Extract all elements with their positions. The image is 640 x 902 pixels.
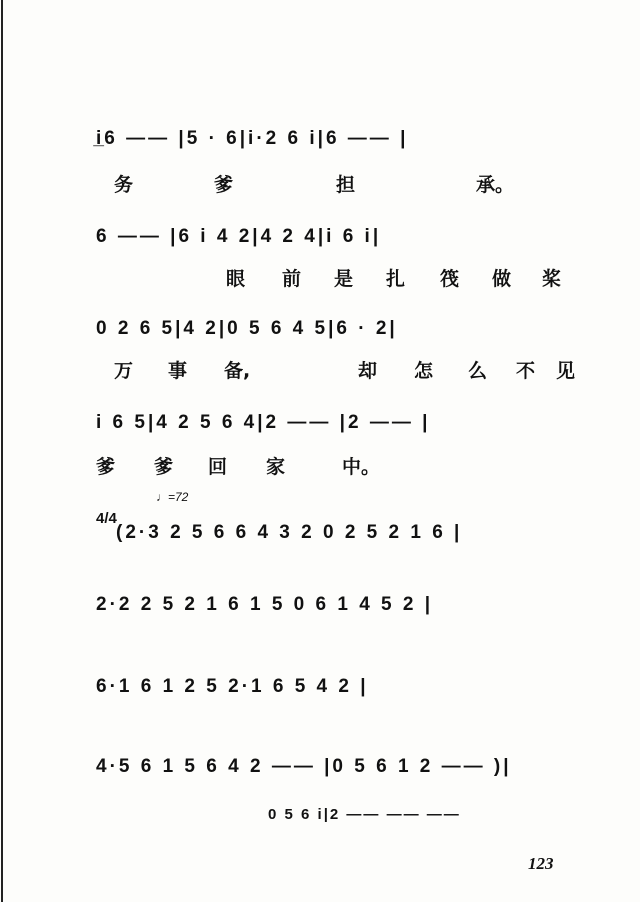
notation-line-1 [96,128,585,158]
lyric-char: 万 [114,360,134,382]
notation-line-6-text: 2·2 2 5 2 1 6 1 5 0 6 1 4 5 2 | [96,594,434,615]
notation-line-7-text: 6·1 6 1 2 5 2·1 6 5 4 2 | [96,676,369,697]
lyric-char: 眼 [226,268,246,290]
lyric-char: 爹 [154,456,174,478]
small-staff-notation: 0 5 6 i|2 —— —— —— [268,806,461,823]
lyric-char: 扎 [386,268,406,290]
lyric-char: 不 [516,360,536,382]
lyric-char: 承。 [476,174,515,196]
lyric-char: 务 [114,174,134,196]
notation-line-2-text: 6 —— |6 i 4 2|4 2 4|i 6 i| [96,226,382,247]
notation-line-3-text: 0 2 6 5|4 2|0 5 6 4 5|6 · 2| [96,318,398,339]
notation-line-2 [96,226,585,256]
notation-line-3 [96,318,585,348]
notation-line-5-text: (2·3 2 5 6 6 4 3 2 0 2 5 2 1 6 | [116,522,463,543]
tempo-mark: ♩=72 [156,490,189,504]
lyric-line-4 [96,452,585,482]
lyric-char: 爹 [214,174,234,196]
notation-line-7 [96,676,585,706]
page-edge-rule [1,0,3,902]
notation-line-4 [96,412,585,442]
lyric-line-2 [96,264,585,294]
page-number: 123 [528,854,554,873]
lyric-line-1 [96,170,585,200]
lyric-char: 备, [224,360,251,382]
lyric-char: 做 [492,268,512,290]
lyric-char: 回 [208,456,228,478]
lyric-char: 桨 [542,268,562,290]
lyric-char: 中。 [342,456,381,478]
notation-line-1-text: i̲6 —— |5 · 6|i·2 6 i|6 —— | [96,128,409,149]
lyric-char: 爹 [96,456,116,478]
lyric-char: 筏 [440,268,460,290]
notation-line-6 [96,594,585,624]
lyric-char: 见 [556,360,576,382]
lyric-char: 是 [334,268,354,290]
lyric-line-3 [96,356,585,386]
notation-line-5 [116,522,585,552]
notation-line-8-text: 4·5 6 1 5 6 4 2 —— |0 5 6 1 2 —— )| [96,756,512,777]
lyric-char: 担 [336,174,356,196]
lyric-char: 却 [358,360,378,382]
lyric-char: 事 [168,360,188,382]
lyric-char: 家 [266,456,286,478]
lyric-char: 怎 [414,360,434,382]
lyric-char: 么 [468,360,488,382]
time-signature: 4/4 [96,510,117,527]
lyric-char: 前 [282,268,302,290]
notation-line-4-text: i 6 5|4 2 5 6 4|2 —— |2 —— | [96,412,431,433]
notation-line-8 [96,756,585,786]
